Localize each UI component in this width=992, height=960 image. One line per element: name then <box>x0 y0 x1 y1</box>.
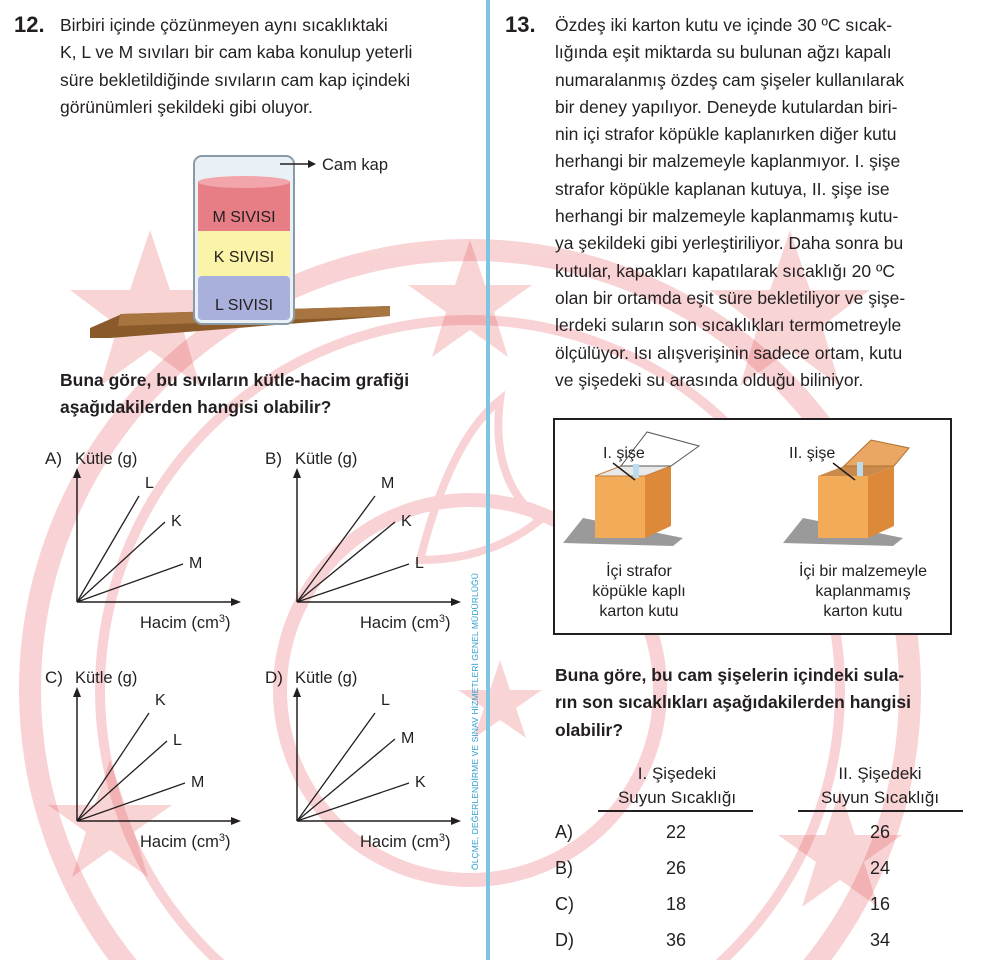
answer-letter: D) <box>555 930 574 950</box>
series-label: L <box>173 732 182 749</box>
question-13-prompt: Buna göre, bu cam şişelerin içindeki sula- rın son sıcaklıkları aşağıdakilerden hangisi olabilir? <box>555 665 911 740</box>
x-axis-label: Hacim $(cm^3)$ <box>140 832 231 851</box>
y-axis-label: Kütle (g) <box>295 669 358 687</box>
series-line <box>77 522 165 602</box>
m-layer-label: M SIVISI <box>212 209 276 226</box>
x-axis-arrow <box>231 598 241 606</box>
option-letter: C) <box>45 668 63 687</box>
y-axis-label: Kütle (g) <box>75 450 138 468</box>
series-line <box>77 783 185 821</box>
series-line <box>297 783 409 821</box>
bottle-2-label: II. şişe <box>789 445 836 462</box>
series-line <box>77 564 183 602</box>
series-label: M <box>401 730 415 747</box>
series-label: L <box>381 692 390 709</box>
series-label: K <box>401 513 412 530</box>
caption-2-line-1: İçi bir malzemeyle <box>798 563 928 580</box>
question-12-prompt: Buna göre, bu sıvıların kütle-hacim grafiği aşağıdakilerden hangisi olabilir? <box>60 370 410 418</box>
series-line <box>77 496 139 602</box>
option-letter: B) <box>265 449 282 468</box>
series-label: M <box>189 555 203 572</box>
caption-1-line-3: karton kutu <box>599 603 679 620</box>
header-underline-1 <box>598 810 753 812</box>
series-line <box>297 496 375 602</box>
bottle-1-temp: 36 <box>665 930 687 950</box>
boxes-figure <box>553 418 953 636</box>
l-layer-label: L SIVISI <box>214 297 274 314</box>
question-13-text: Özdeş iki karton kutu ve içinde 30 ºC sıcak- lığında eşit miktarda su bulunan ağzı kapalı numaralanmış özdeş cam şişeler kullanılarak bir deney yapılıyor. Deneyde kutulardan biri- nin içi strafor köpükle kaplanırken diğer kutu herhangi bir malzemeyle kaplanmıyor. I. şişe strafor köpükle kaplanan kutuya, II. şişe ise herhangi bir malzemeyle kaplanmamış kutu- ya şekildeki gibi yerleştiriliyor. Daha sonra bu kutular, kapakları kapatılarak sıcaklığı 20 ºC olan bir ortamda eşit süre bekletiliyor ve şişe- lerdeki suların son sıcaklıkları termometreyle ölçülüyor. Isı alışverişinin sadece ortam, kutu ve şişedeki su arasında olduğu biliniyor. <box>555 15 906 390</box>
series-label: K <box>171 513 182 530</box>
question-13-number: 13. <box>505 12 536 37</box>
series-label: L <box>145 475 154 492</box>
series-label: K <box>155 692 166 709</box>
x-axis-arrow <box>451 598 461 606</box>
series-line <box>297 522 395 602</box>
series-label: L <box>415 555 424 572</box>
answer-letter: C) <box>555 894 574 914</box>
table-header-bottle-2: II. Şişedeki Suyun Sıcaklığı <box>820 764 940 807</box>
x-axis-label: Hacim $(cm^3)$ <box>140 613 231 632</box>
answer-letter: A) <box>555 822 573 842</box>
option-graph[interactable] <box>45 446 245 646</box>
beaker-figure <box>90 136 420 346</box>
option-graph[interactable] <box>265 665 465 865</box>
y-axis-label: Kütle (g) <box>295 450 358 468</box>
x-axis-label: Hacim $(cm^3)$ <box>360 613 451 632</box>
question-12-text: Birbiri içinde çözünmeyen aynı sıcaklıktaki K, L ve M sıvıları bir cam kaba konulup yeterli süre bekletildiğinde sıvıların cam kap içindeki görünümleri şekildeki gibi oluyor. <box>60 15 413 117</box>
option-letter: D) <box>265 668 283 687</box>
series-label: M <box>381 475 395 492</box>
series-line <box>297 564 409 602</box>
series-line <box>297 713 375 821</box>
y-axis-label: Kütle (g) <box>75 669 138 687</box>
bottle-1-temp: 26 <box>665 858 687 878</box>
option-graph[interactable] <box>45 665 245 865</box>
x-axis-label: Hacim $(cm^3)$ <box>360 832 451 851</box>
y-axis-arrow <box>293 687 301 697</box>
y-axis-arrow <box>73 468 81 478</box>
caption-2-line-3: karton kutu <box>823 603 903 620</box>
k-layer-label: K SIVISI <box>213 249 275 266</box>
y-axis-arrow <box>73 687 81 697</box>
series-label: M <box>191 774 205 791</box>
option-graph[interactable] <box>265 446 465 646</box>
caption-1-line-1: İçi strafor <box>606 563 672 580</box>
table-header-bottle-1: I. Şişedeki Suyun Sıcaklığı <box>617 764 737 807</box>
series-line <box>297 739 395 821</box>
institution-side-text: ÖLÇME, DEĞERLENDİRME VE SINAV HİZMETLERİ GENEL MÜDÜRLÜĞÜ <box>470 572 480 870</box>
x-axis-arrow <box>231 817 241 825</box>
bottle-2-temp: 26 <box>869 822 891 842</box>
column-divider <box>486 0 490 960</box>
series-label: K <box>415 774 426 791</box>
header-underline-2 <box>798 810 963 812</box>
x-axis-arrow <box>451 817 461 825</box>
answer-letter: B) <box>555 858 573 878</box>
caption-2-line-2: kaplanmamış <box>815 583 911 600</box>
bottle-2-temp: 24 <box>869 858 891 878</box>
option-letter: A) <box>45 449 62 468</box>
question-12-number: 12. <box>14 12 45 37</box>
bottle-1-temp: 22 <box>665 822 687 842</box>
bottle-1-temp: 18 <box>665 894 687 914</box>
caption-1-line-2: köpükle kaplı <box>592 583 686 600</box>
bottle-2-temp: 16 <box>869 894 891 914</box>
bottle-2-temp: 34 <box>869 930 891 950</box>
bottle-1-label: I. şişe <box>603 445 645 462</box>
y-axis-arrow <box>293 468 301 478</box>
cam-kap-label: Cam kap <box>322 156 389 174</box>
